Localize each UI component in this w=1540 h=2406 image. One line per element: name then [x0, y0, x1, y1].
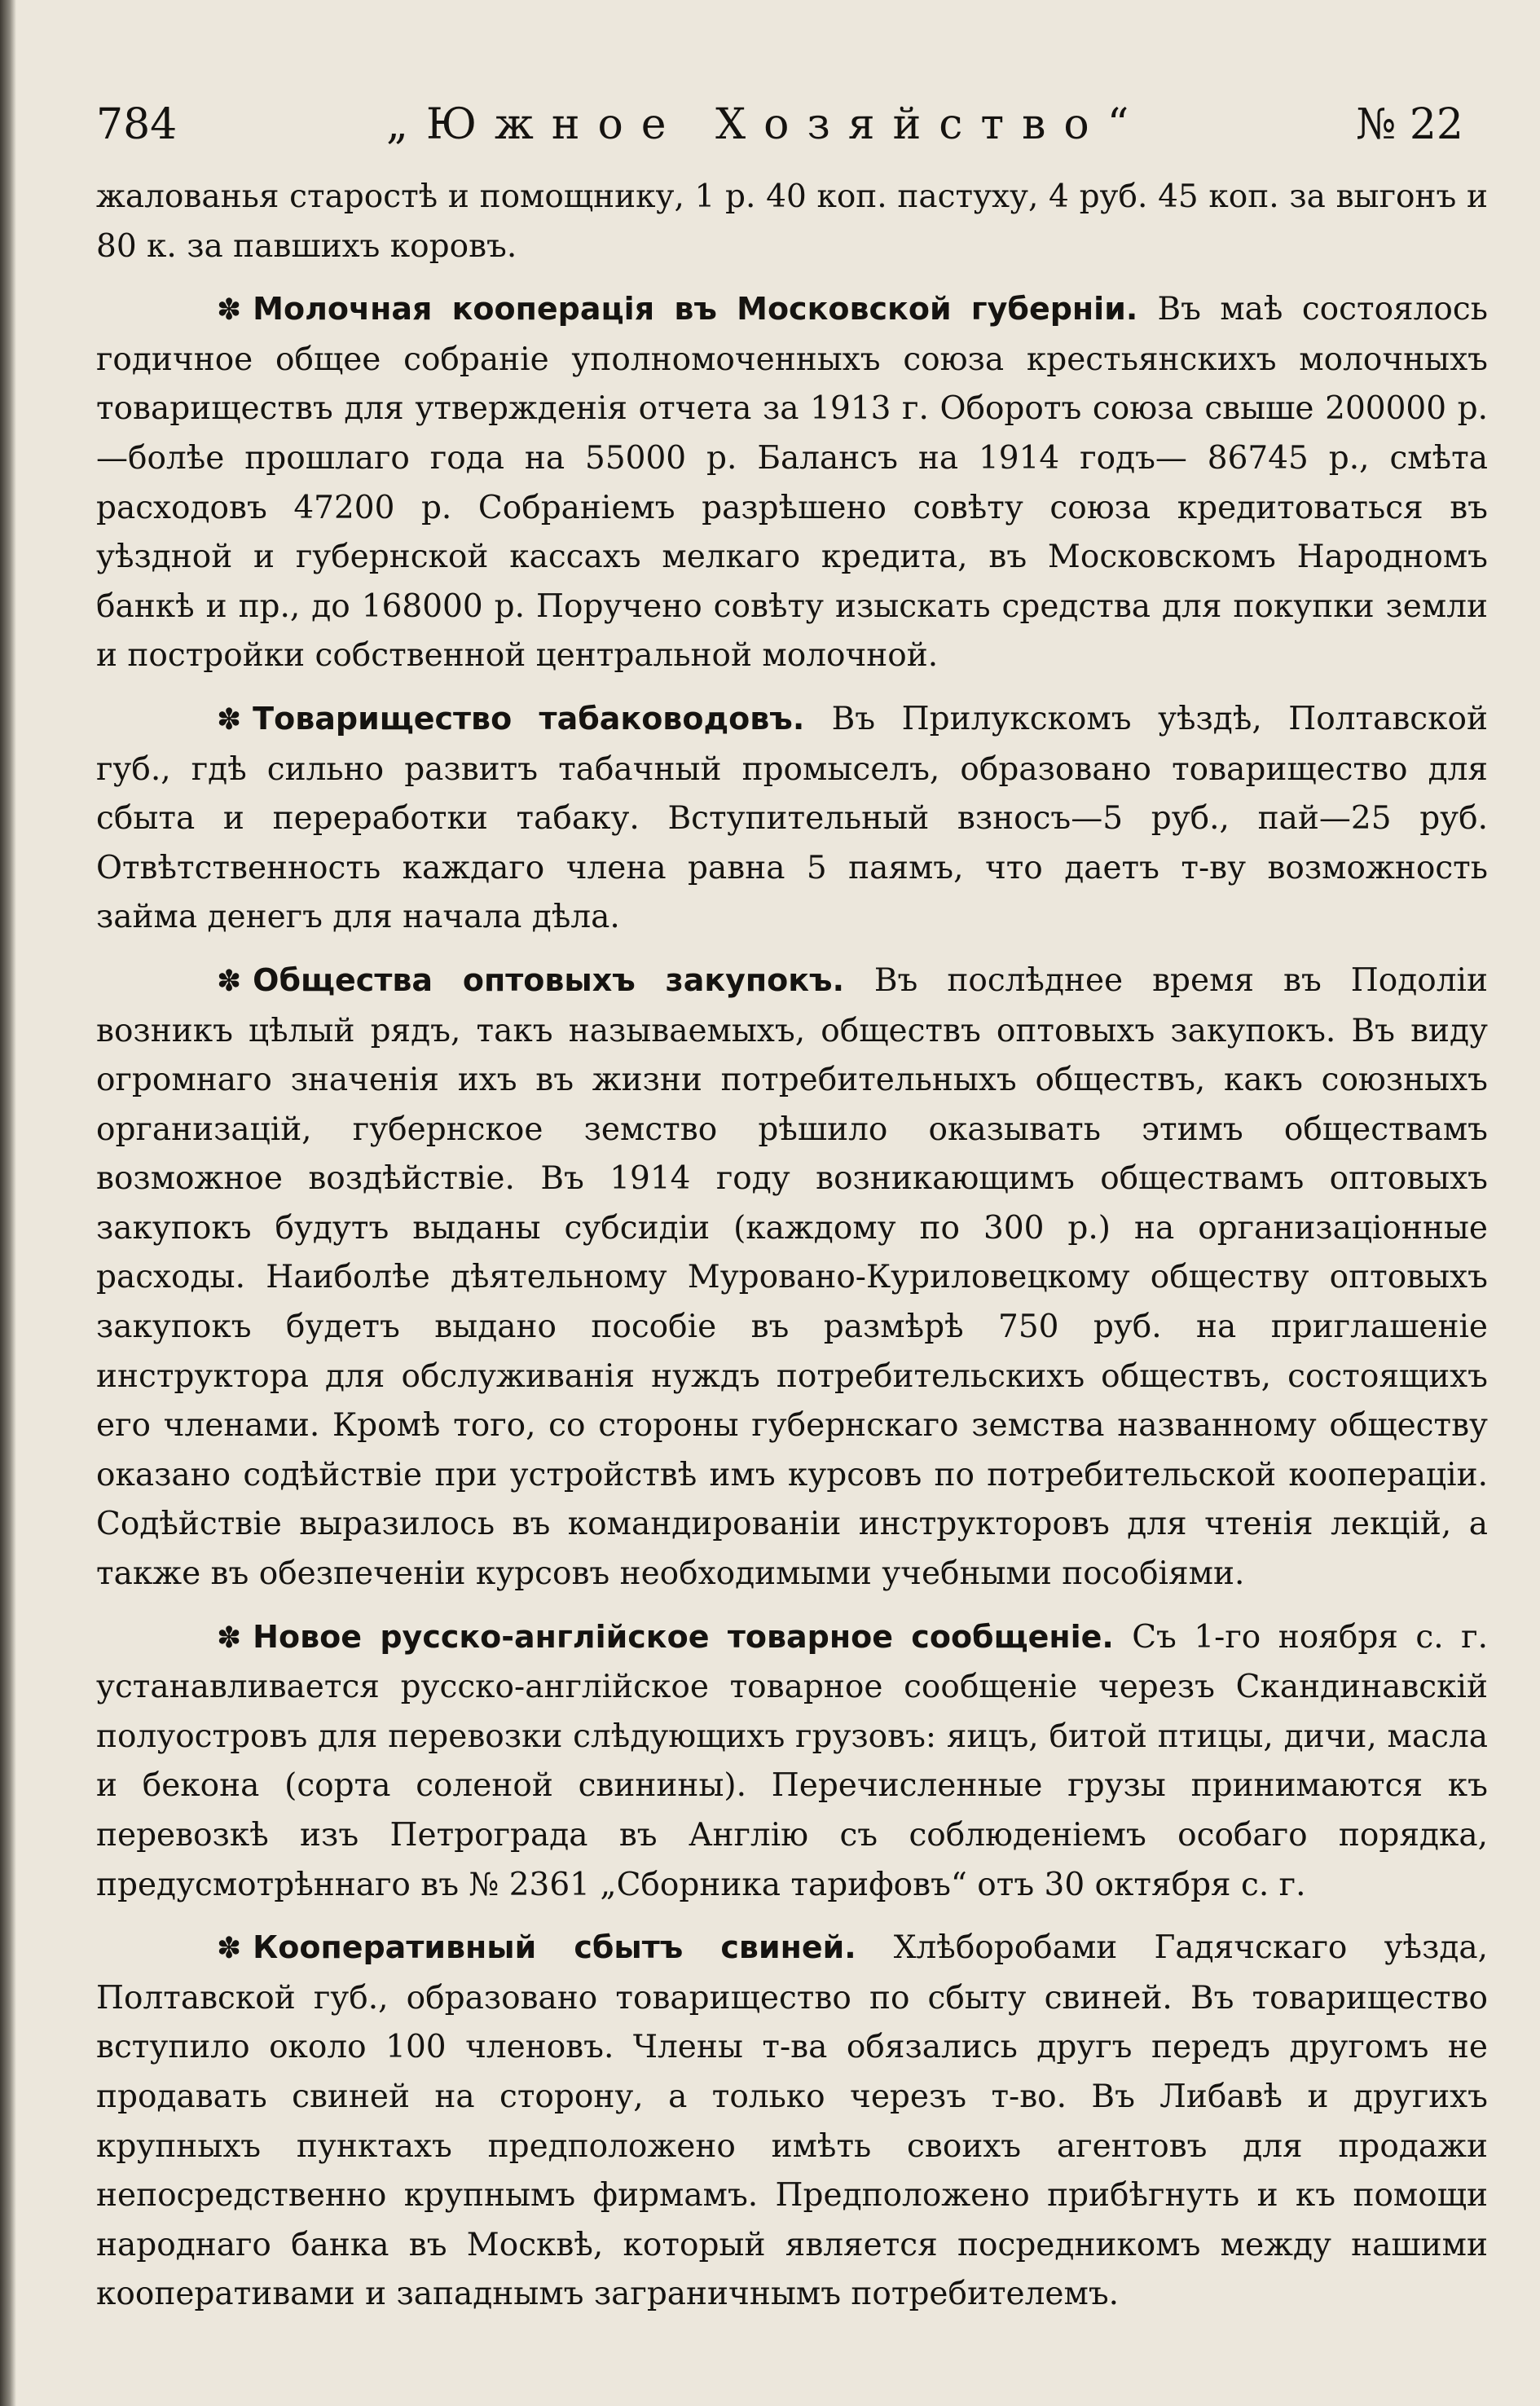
- section-pig-sales: [96, 1923, 1488, 2320]
- article-body: [96, 173, 1488, 2320]
- section-marker-icon: ✽: [217, 293, 242, 328]
- section-heading: Новое русско-англійское товарное сообщеніе.: [253, 1618, 1114, 1655]
- section-body: Въ маѣ состоялось годичное общее собраніе уполномоченныхъ союза крестьянскихъ молочныхъ товариществъ для утвержденія отчета за 1913 г. Оборотъ союза свыше 200000 р.—болѣе прошлаго года на 55000 р. Балансъ на 1914 годъ— 86745 р., смѣта расходовъ 47200 р. Собраніемъ разрѣшено совѣту союза кредитоваться въ уѣздной и губернской кассахъ мелкаго кредита, въ Московскомъ Народномъ банкѣ и пр., до 168000 р. Поручено совѣту изыскать средства для покупки земли и постройки собственной центральной молочной.: [96, 291, 1488, 675]
- section-marker-icon: ✽: [217, 1932, 242, 1966]
- section-dairy-cooperation: [96, 284, 1488, 681]
- section-tobacco-partnership: [96, 694, 1488, 943]
- section-body: Въ Прилукскомъ уѣздѣ, Полтавской губ., гдѣ сильно развитъ табачный промыселъ, образовано товарищество для сбыта и переработки табаку. Вступительный взносъ—5 руб., пай—25 руб. Отвѣтственность каждаго члена равна 5 паямъ, что даетъ т-ву возможность займа денегъ для начала дѣла.: [96, 700, 1488, 936]
- section-heading: Общества оптовыхъ закупокъ.: [253, 961, 845, 998]
- section-marker-icon: ✽: [217, 702, 242, 737]
- page-header: [96, 96, 1488, 153]
- journal-title: „Южное Хозяйство“: [386, 100, 1147, 149]
- section-russian-english-transport: [96, 1612, 1488, 1911]
- section-body: Хлѣборобами Гадячскаго уѣзда, Полтавской губ., образовано товарищество по сбыту свиней. Въ товарищество вступило около 100 членовъ. Члены т-ва обязались другъ передъ другомъ не продавать свиней на сторону, а только черезъ т-во. Въ Либавѣ и другихъ крупныхъ пунктахъ предположено имѣть своихъ агентовъ для продажи непосредственно крупнымъ фирмамъ. Предположено прибѣгнуть и къ помощи народнаго банка въ Москвѣ, который является посредникомъ между нашими кооперативами и западнымъ заграничнымъ потребителемъ.: [96, 1929, 1489, 2313]
- section-body: Въ послѣднее время въ Подоліи возникъ цѣлый рядъ, такъ называемыхъ, обществъ оптовыхъ закупокъ. Въ виду огромнаго значенія ихъ въ жизни потребительныхъ обществъ, какъ союзныхъ организацій, губернское земство рѣшило оказывать этимъ обществамъ возможное воздѣйствіе. Въ 1914 году возникающимъ обществамъ оптовыхъ закупокъ будутъ выданы субсидіи (каждому по 300 р.) на организаціонные расходы. Наиболѣе дѣятельному Мурованo-Куриловецкому обществу оптовыхъ закупокъ будетъ выдано пособіе въ размѣрѣ 750 руб. на приглашеніе инструктора для обслуживанія нуждъ потребительскихъ обществъ, состоящихъ его членами. Кромѣ того, со стороны губернскаго земства названному обществу оказано содѣйствіе при устройствѣ имъ курсовъ по потребительской коопераціи. Содѣйствіе выразилось въ командированіи инструкторовъ для чтенія лекцій, а также въ обезпеченіи курсовъ необходимыми учебными пособіями.: [96, 961, 1489, 1593]
- section-wholesale-societies: [96, 956, 1488, 1599]
- section-marker-icon: ✽: [217, 964, 242, 998]
- issue-number: № 22: [1356, 100, 1463, 149]
- section-heading: Товарищество табаководовъ.: [253, 700, 805, 737]
- section-heading: Кооперативный сбытъ свиней.: [253, 1929, 856, 1966]
- section-body: Съ 1-го ноября с. г. устанавливается русско-англійское товарное сообщеніе черезъ Скандинавскій полуостровъ для перевозки слѣдующихъ грузовъ: яицъ, битой птицы, дичи, масла и бекона (сорта соленой свинины). Перечисленные грузы принимаются къ перевозкѣ изъ Петрограда въ Англію съ соблюденіемъ особаго порядка, предусмотрѣннаго въ № 2361 „Сборника тарифовъ“ отъ 30 октября с. г.: [96, 1618, 1488, 1903]
- continued-paragraph: жалованья старостѣ и помощнику, 1 р. 40 коп. пастуху, 4 руб. 45 коп. за выгонъ и 80 к. за павшихъ коровъ.: [96, 178, 1488, 265]
- page-number: 784: [96, 100, 178, 149]
- book-spine-shadow: [0, 0, 16, 2406]
- section-heading: Молочная кооперація въ Московской губерніи.: [253, 291, 1138, 328]
- section-marker-icon: ✽: [217, 1621, 242, 1655]
